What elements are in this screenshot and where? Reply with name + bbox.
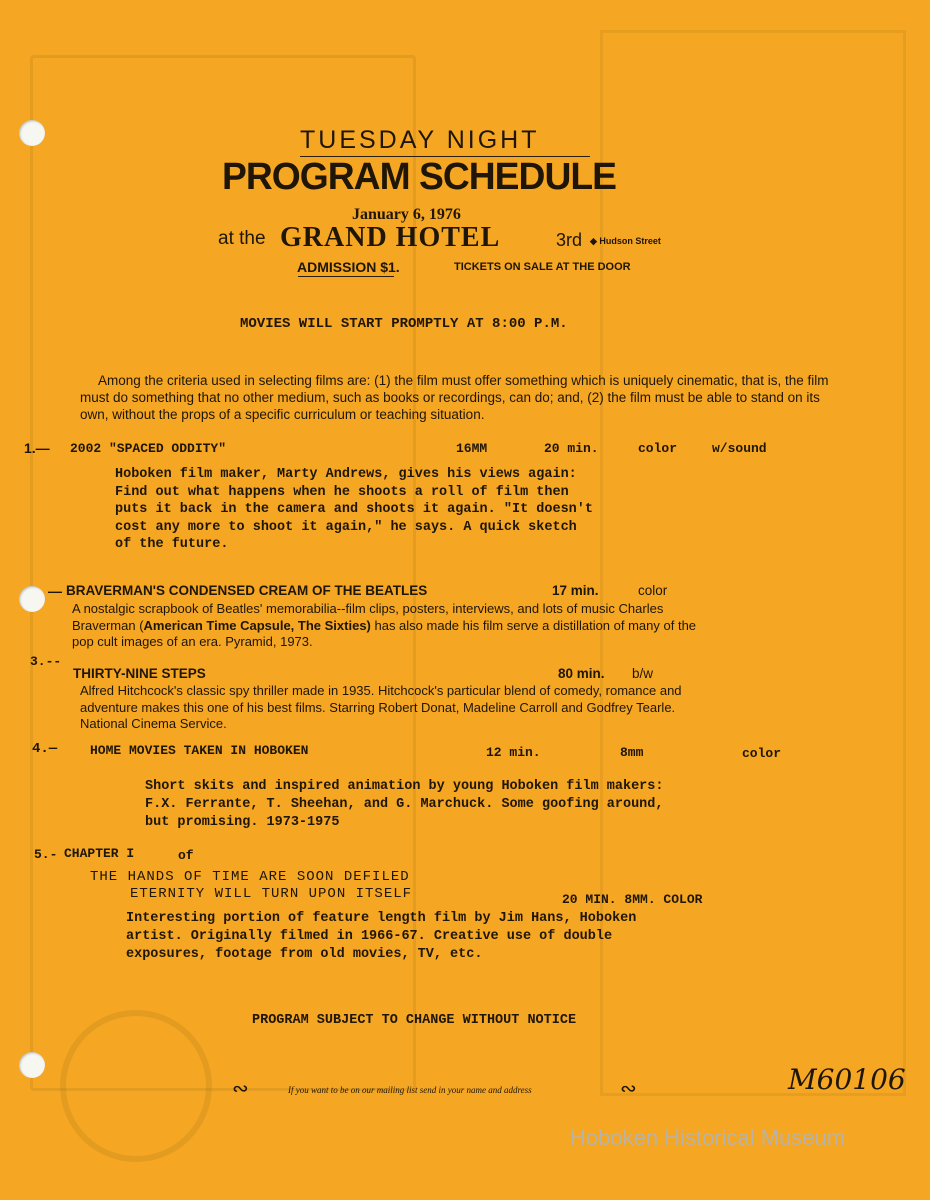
film-2-color: color [638, 583, 668, 598]
intro-paragraph [80, 372, 850, 423]
film-1-desc-line: cost any more to shoot it again," he says. A quick sketch [115, 519, 577, 535]
header-date: January 6, 1976 [352, 206, 461, 223]
film-5-number: 5.- [34, 847, 58, 862]
film-3-title: THIRTY-NINE STEPS [73, 666, 206, 681]
museum-watermark: Hoboken Historical Museum [570, 1125, 846, 1150]
film-1-desc-line: of the future. [115, 537, 229, 552]
film-1-desc-line: Hoboken film maker, Marty Andrews, gives his views again: [115, 467, 577, 482]
header-admission: ADMISSION $1. [297, 259, 400, 275]
film-3-duration: 80 min. [558, 666, 605, 681]
film-4-desc-line: but promising. 1973-1975 [145, 815, 340, 830]
film-1-sound: w/sound [712, 441, 767, 456]
header-venue: GRAND HOTEL [280, 222, 501, 253]
header-street-name: ◆ Hudson Street [590, 236, 661, 246]
film-1-desc-line: puts it back in the camera and shoots it again. "It doesn't [115, 502, 593, 517]
film-4-format: 8mm [620, 745, 644, 760]
left-ornament-icon: ∾ [232, 1078, 249, 1100]
film-5-desc-line: Interesting portion of feature length film by Jim Hans, Hoboken [126, 911, 637, 926]
change-notice: PROGRAM SUBJECT TO CHANGE WITHOUT NOTICE [252, 1013, 577, 1028]
punch-hole-top [19, 120, 45, 146]
intro-text: Among the criteria used in selecting films are: (1) the film must offer something which is uniquely cinematic, that is, the film must do something that no other medium, such as books or recordings, can do; and, (2) the film must be able to stand on its own, without the props of a specific curriculum or teaching situation. [80, 373, 829, 422]
film-2-title: BRAVERMAN'S CONDENSED CREAM OF THE BEATLES [66, 583, 428, 598]
background-print-through-circle [60, 1010, 212, 1162]
film-4-color: color [742, 746, 782, 761]
film-2-desc-line: pop cult images of an era. Pyramid, 1973. [72, 634, 313, 649]
film-5-title-line: ETERNITY WILL TURN UPON ITSELF [130, 886, 413, 902]
film-5-chapter: CHAPTER I [64, 846, 135, 861]
archive-code: M60106 [788, 1063, 906, 1096]
header-at-the: at the [218, 228, 266, 249]
film-2-desc-bold: American Time Capsule, The Sixties) [143, 617, 371, 633]
header-tickets: TICKETS ON SALE AT THE DOOR [454, 261, 631, 273]
film-3-desc-line: adventure makes this one of his best films. Starring Robert Donat, Madeline Carroll and Godfrey Tearle. [80, 699, 676, 715]
film-5-specs: 20 MIN. 8MM. COLOR [562, 892, 703, 907]
film-5-title-line: THE HANDS OF TIME ARE SOON DEFILED [90, 869, 410, 885]
film-1-format: 16MM [456, 441, 488, 456]
header-street-number: 3rd [556, 230, 583, 250]
background-print-through-right [600, 30, 906, 1096]
film-5-desc-line: artist. Originally filmed in 1966-67. Creative use of double [126, 929, 613, 944]
header-tuesday: TUESDAY NIGHT [300, 126, 540, 154]
film-5-desc-line: exposures, footage from old movies, TV, etc. [126, 947, 483, 962]
punch-hole-middle [19, 586, 45, 612]
header-program-schedule: PROGRAM SCHEDULE [222, 156, 616, 198]
film-1-duration: 20 min. [544, 441, 599, 456]
film-2-desc-line: A nostalgic scrapbook of Beatles' memorabilia--film clips, posters, interviews, and lots of music Charles [72, 601, 664, 616]
film-3-desc-line: Alfred Hitchcock's classic spy thriller made in 1935. Hitchcock's particular blend of comedy, romance and [80, 683, 682, 698]
right-ornament-icon: ∾ [620, 1078, 637, 1100]
film-2-number: — [48, 583, 62, 599]
film-1-title: 2002 "SPACED ODDITY" [70, 441, 227, 456]
film-3-number: 3.-- [30, 654, 62, 669]
admission-rule [298, 276, 394, 277]
film-3-desc-line: National Cinema Service. [80, 716, 227, 731]
punch-hole-bottom [19, 1052, 45, 1078]
film-3-color: b/w [632, 666, 654, 681]
film-4-number: 4.— [32, 741, 58, 757]
film-1-number: 1.— [24, 440, 50, 456]
film-2-duration: 17 min. [552, 583, 599, 598]
film-4-title: HOME MOVIES TAKEN IN HOBOKEN [90, 743, 309, 758]
film-5-of: of [178, 848, 194, 863]
start-notice: MOVIES WILL START PROMPTLY AT 8:00 P.M. [240, 316, 568, 332]
film-1-color: color [638, 441, 678, 456]
bullet-icon: ◆ [590, 236, 600, 246]
film-1-desc-line: Find out what happens when he shoots a roll of film then [115, 484, 569, 500]
film-4-desc-line: Short skits and inspired animation by young Hoboken film makers: [145, 779, 664, 794]
film-4-desc-line: F.X. Ferrante, T. Sheehan, and G. Marchuck. Some goofing around, [145, 797, 664, 812]
mailing-list-note: If you want to be on our mailing list send in your name and address [288, 1085, 532, 1095]
film-4-duration: 12 min. [486, 745, 541, 760]
film-2-desc-line: Braverman (American Time Capsule, The Sixties) has also made his film serve a distillation of many of the [72, 617, 697, 633]
